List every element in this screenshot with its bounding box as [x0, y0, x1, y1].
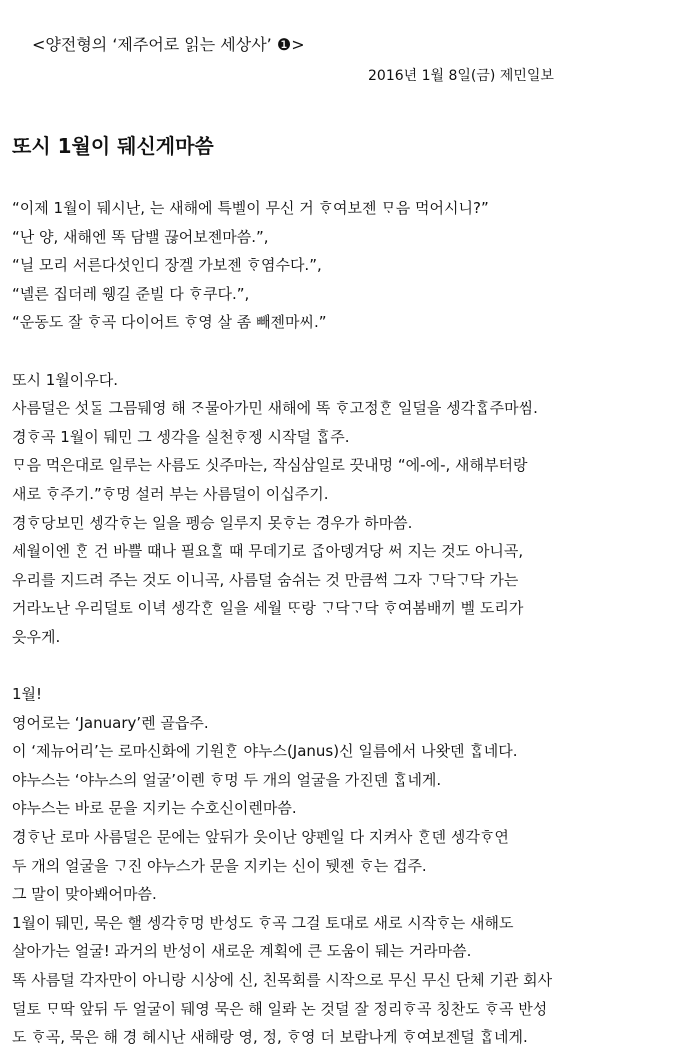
body-text-line: 도 ᄒᆞ곡, 묵은 해 경 헤시난 새해랑 영, 정, ᄒᆞ영 더 보람나게 ᄒᆞ여보젠덜 ᄒᆞᆸ네게.	[12, 1028, 528, 1047]
publication-date-source: 2016년 1월 8일(금) 제민일보	[368, 68, 554, 84]
body-text-line: 그 말이 맞아봬어마씀.	[12, 885, 157, 904]
body-text-line: 1월이 뒈민, 묵은 핼 셍각ᄒᆞ멍 반성도 ᄒᆞ곡 그걸 토대로 새로 시작ᄒᆞ는 새해도	[12, 913, 514, 932]
body-text-line: “이제 1월이 뒈시난, 는 새해에 특벨이 무신 거 ᄒᆞ여보젠 ᄆᆞ음 먹어시니?”	[12, 199, 489, 217]
body-text-line: 덜토 ᄆᆞ딱 앞뒤 두 얼굴이 뒈영 묵은 해 일롸 논 것덜 잘 정리ᄒᆞ곡 칭찬도 ᄒᆞ곡 반성	[12, 999, 548, 1018]
body-text-line: 읏우게.	[12, 627, 61, 646]
body-text-line: 사름덜은 섯ᄃᆞᆯ 그믐뒈영 해 ᄌᆞ물아가민 새해에 똑 ᄒᆞ고정ᄒᆞᆫ 일덜을 셍각ᄒᆞᆸ주마씸.	[12, 399, 538, 418]
article-headline: 또시 1월이 뒈신게마씀	[12, 134, 214, 158]
body-text-line: “넬른 집더레 웽길 준빌 다 ᄒᆞ쿠다.”,	[12, 284, 250, 303]
paragraph-spacer	[12, 337, 688, 366]
body-text-line: ᄆᆞ음 먹은대로 일루는 사름도 싯주마는, 작심삼일로 끗내멍 “에-에-, 새해부터랑	[12, 456, 528, 475]
body-text-line: 경ᄒᆞ당보민 셍각ᄒᆞ는 일을 펭승 일루지 못ᄒᆞ는 경우가 하마씀.	[12, 513, 413, 532]
body-text-line: 두 개의 얼굴을 ᄀᆞ진 야누스가 문을 지키는 신이 뒛젠 ᄒᆞ는 겁주.	[12, 856, 427, 875]
body-text-line: 똑 사름덜 각자만이 아니랑 시상에 신, 친목회를 시작으로 무신 무신 단체 기관 회사	[12, 971, 553, 990]
article-body	[12, 194, 688, 1052]
body-text-line: 경ᄒᆞ곡 1월이 뒈민 그 셍각을 실천ᄒᆞ젱 시작덜 ᄒᆞᆸ주.	[12, 427, 350, 446]
body-text-line: 우리를 지드려 주는 것도 이니곡, 사름덜 숨쉬는 것 만큼썩 그자 ᄀᆞ닥ᄀᆞ닥 가는	[12, 570, 519, 589]
series-title: <양전형의 ‘제주어로 읽는 세상사’ ❶>	[32, 35, 305, 54]
body-text-line: “운동도 잘 ᄒᆞ곡 다이어트 ᄒᆞ영 살 좀 빼젠마씨.”	[12, 313, 327, 332]
body-text-line: 이 ‘제뉴어리’는 로마신화에 기원ᄒᆞᆫ 야누스(Janus)신 일름에서 나왓덴 ᄒᆞᆸ네다.	[12, 742, 518, 761]
body-text-line: 1월!	[12, 685, 43, 704]
body-text-line: “닐 모리 서른다섯인디 장겔 가보젠 ᄒᆞ염수다.”,	[12, 256, 322, 275]
body-text-line: 세월이엔 ᄒᆞᆫ 건 바쁠 때나 필요ᄒᆞᆯ 때 무데기로 ᄌᆞᆸ아뎅겨당 써 지는 것도 아니곡,	[12, 542, 524, 561]
body-text-line: 경ᄒᆞ난 로마 사름덜은 문에는 앞뒤가 읏이난 양펜일 다 지켜사 ᄒᆞᆫ덴 셍각ᄒᆞ연	[12, 828, 509, 847]
body-text-line: 야누스는 바로 문을 지키는 수호신이렌마씀.	[12, 799, 297, 818]
body-text-line: 야누스는 ‘야누스의 얼굴’이렌 ᄒᆞ멍 두 개의 얼굴을 가진덴 ᄒᆞᆸ네게.	[12, 770, 442, 789]
body-text-line: “난 양, 새해엔 똑 담밸 끊어보젠마씀.”,	[12, 227, 269, 246]
body-text-line: 살아가는 얼굴! 과거의 반성이 새로운 계획에 큰 도움이 뒈는 거라마씀.	[12, 942, 472, 961]
body-text-line: 또시 1월이우다.	[12, 370, 119, 389]
body-text-line: 새로 ᄒᆞ주기.”ᄒᆞ멍 설러 부는 사름덜이 이십주기.	[12, 484, 329, 503]
body-text-line: 영어로는 ‘January’렌 골읍주.	[12, 713, 209, 732]
body-text-line: 거라노난 우리덜토 이녁 셍각ᄒᆞᆫ 일을 세월 ᄄᆞ랑 ᄀᆞ닥ᄀᆞ닥 ᄒᆞ여봄배끼 벨 도리가	[12, 599, 524, 618]
paragraph-spacer	[12, 652, 688, 681]
